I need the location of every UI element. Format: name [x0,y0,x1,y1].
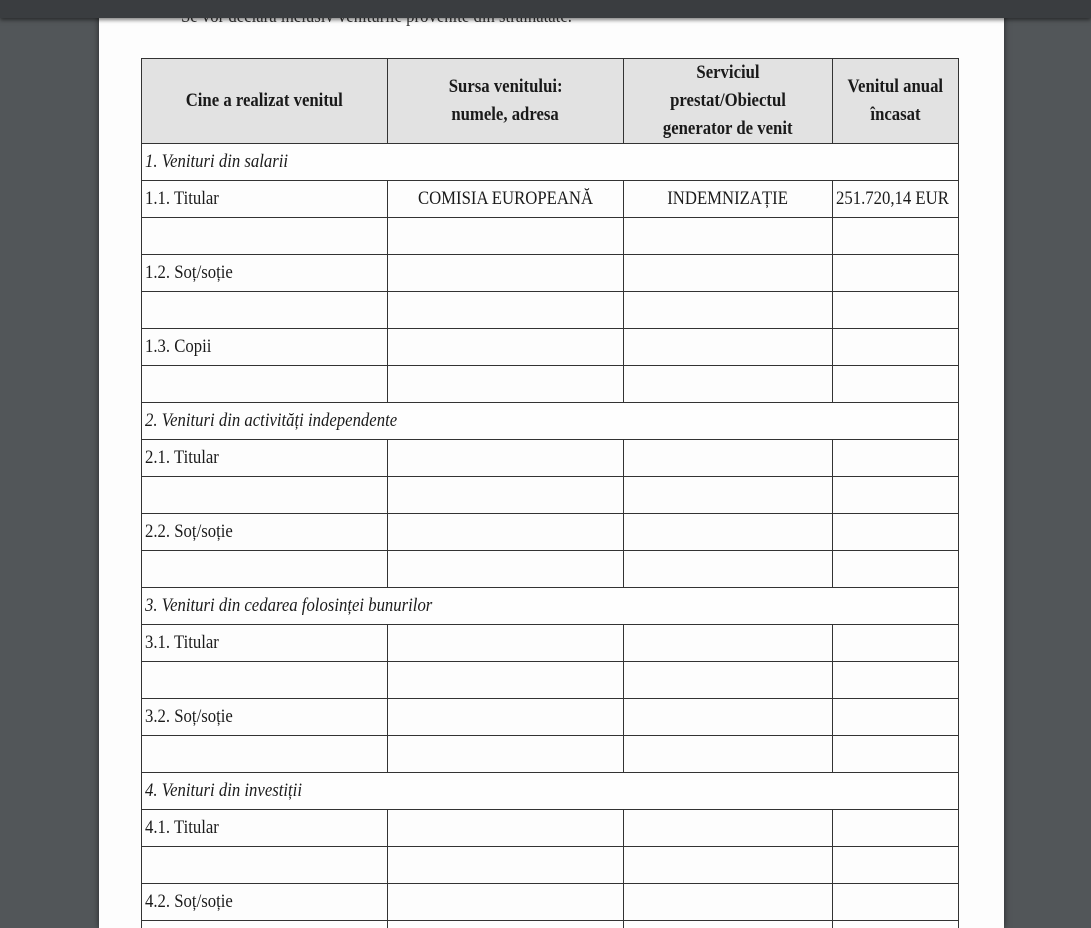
cell-service-provided [624,292,833,329]
cell-annual-income [833,292,959,329]
cell-annual-income [833,921,959,928]
cell-income-earner [142,736,388,773]
cell-service-provided [624,884,833,921]
section-heading-label: 1. Venituri din salarii [145,151,289,172]
cell-income-source [388,810,624,847]
cell-income-earner-text: 1.3. Copii [145,336,212,357]
cell-service-provided [624,255,833,292]
cell-annual-income [833,551,959,588]
cell-annual-income [833,218,959,255]
cell-income-earner [142,477,388,514]
cell-service-provided-text: INDEMNIZAȚIE [667,188,789,209]
header-service-provided-line-1: Serviciul prestat/Obiectul [670,62,786,111]
cell-income-earner [142,181,388,218]
cell-service-provided [624,218,833,255]
cell-income-source [388,662,624,699]
table-row [142,477,959,514]
cell-income-source [388,477,624,514]
section-heading [142,403,959,440]
cell-income-earner [142,255,388,292]
cell-income-earner [142,292,388,329]
cell-income-earner [142,810,388,847]
table-row [142,440,959,477]
cell-service-provided [624,810,833,847]
cell-annual-income [833,625,959,662]
cell-income-earner [142,699,388,736]
table-row [142,699,959,736]
cell-income-earner [142,440,388,477]
cell-service-provided [624,699,833,736]
table-row [142,625,959,662]
document-page [99,0,1004,928]
cell-income-source [388,921,624,928]
cell-service-provided [624,551,833,588]
cell-income-earner-text: 3.1. Titular [145,632,219,653]
header-service-provided [624,59,833,144]
cell-annual-income [833,477,959,514]
cell-service-provided [624,366,833,403]
cell-annual-income [833,847,959,884]
header-income-source [388,59,624,144]
cell-service-provided [624,329,833,366]
cell-service-provided [624,514,833,551]
cell-income-source [388,699,624,736]
header-income-source-line-1: Sursa venitului: [448,76,563,97]
cell-income-source [388,329,624,366]
table-row [142,218,959,255]
cell-income-source [388,847,624,884]
cell-income-earner [142,847,388,884]
table-row [142,736,959,773]
cell-income-earner-text: 1.1. Titular [145,188,219,209]
cell-annual-income-text: 251.720,14 EUR [836,188,949,209]
cell-income-source [388,255,624,292]
cell-annual-income [833,884,959,921]
table-body [142,144,959,928]
cell-income-earner-text: 4.2. Soț/soție [145,891,233,912]
cell-income-earner [142,366,388,403]
table-row [142,514,959,551]
cell-annual-income [833,514,959,551]
table-row [142,255,959,292]
cell-income-source [388,218,624,255]
cell-income-earner [142,218,388,255]
table-row [142,292,959,329]
cell-income-source [388,292,624,329]
cell-income-earner [142,625,388,662]
cell-income-earner [142,329,388,366]
table-row [142,662,959,699]
table-row [142,181,959,218]
section-heading-label: 3. Venituri din cedarea folosinței bunurilor [145,595,433,616]
cell-income-earner-text: 2.2. Soț/soție [145,521,233,542]
table-header-row [142,59,959,144]
cell-income-source [388,551,624,588]
cell-income-source [388,625,624,662]
cell-service-provided [624,847,833,884]
header-income-source-line-2: numele, adresa [451,104,560,125]
cell-income-source-text: COMISIA EUROPEANĂ [417,188,594,209]
section-heading-label: 2. Venituri din activități independente [145,410,398,431]
cell-annual-income [833,255,959,292]
cell-income-source [388,440,624,477]
table-row [142,810,959,847]
cell-service-provided [624,477,833,514]
cell-annual-income [833,662,959,699]
cell-income-earner [142,921,388,928]
cell-service-provided [624,181,833,218]
cell-income-earner-text: 2.1. Titular [145,447,219,468]
cell-income-earner-text: 4.1. Titular [145,817,219,838]
section-heading [142,144,959,181]
header-annual-income-line-2: încasat [870,104,921,125]
cell-income-earner [142,662,388,699]
table-section-row [142,588,959,625]
header-annual-income-line-1: Venitul anual [847,76,944,97]
cell-income-earner-text: 1.2. Soț/soție [145,262,233,283]
table-row [142,847,959,884]
header-service-provided-line-2: generator de venit [663,118,793,139]
cell-income-source [388,736,624,773]
cell-income-earner [142,514,388,551]
cell-annual-income [833,366,959,403]
viewer-toolbar [0,0,1091,18]
cell-annual-income [833,181,959,218]
cell-income-earner [142,884,388,921]
cell-income-source [388,884,624,921]
table-row [142,921,959,928]
cell-annual-income [833,736,959,773]
cell-service-provided [624,625,833,662]
header-annual-income [833,59,959,144]
table-section-row [142,144,959,181]
cell-service-provided [624,440,833,477]
cell-service-provided [624,921,833,928]
table-row [142,884,959,921]
header-income-earner [142,59,388,144]
table-section-row [142,403,959,440]
section-heading [142,588,959,625]
cell-annual-income [833,440,959,477]
section-heading [142,773,959,810]
section-heading-label: 4. Venituri din investiții [145,780,302,801]
income-table [141,58,959,928]
cell-income-source [388,181,624,218]
cell-income-source [388,366,624,403]
cell-income-source [388,514,624,551]
header-income-earner-line-1: Cine a realizat venitul [185,90,344,111]
cell-income-earner [142,551,388,588]
cell-annual-income [833,810,959,847]
cell-annual-income [833,329,959,366]
cell-service-provided [624,736,833,773]
cell-service-provided [624,662,833,699]
table-section-row [142,773,959,810]
table-row [142,366,959,403]
cell-income-earner-text: 3.2. Soț/soție [145,706,233,727]
table-row [142,329,959,366]
cell-annual-income [833,699,959,736]
table-row [142,551,959,588]
